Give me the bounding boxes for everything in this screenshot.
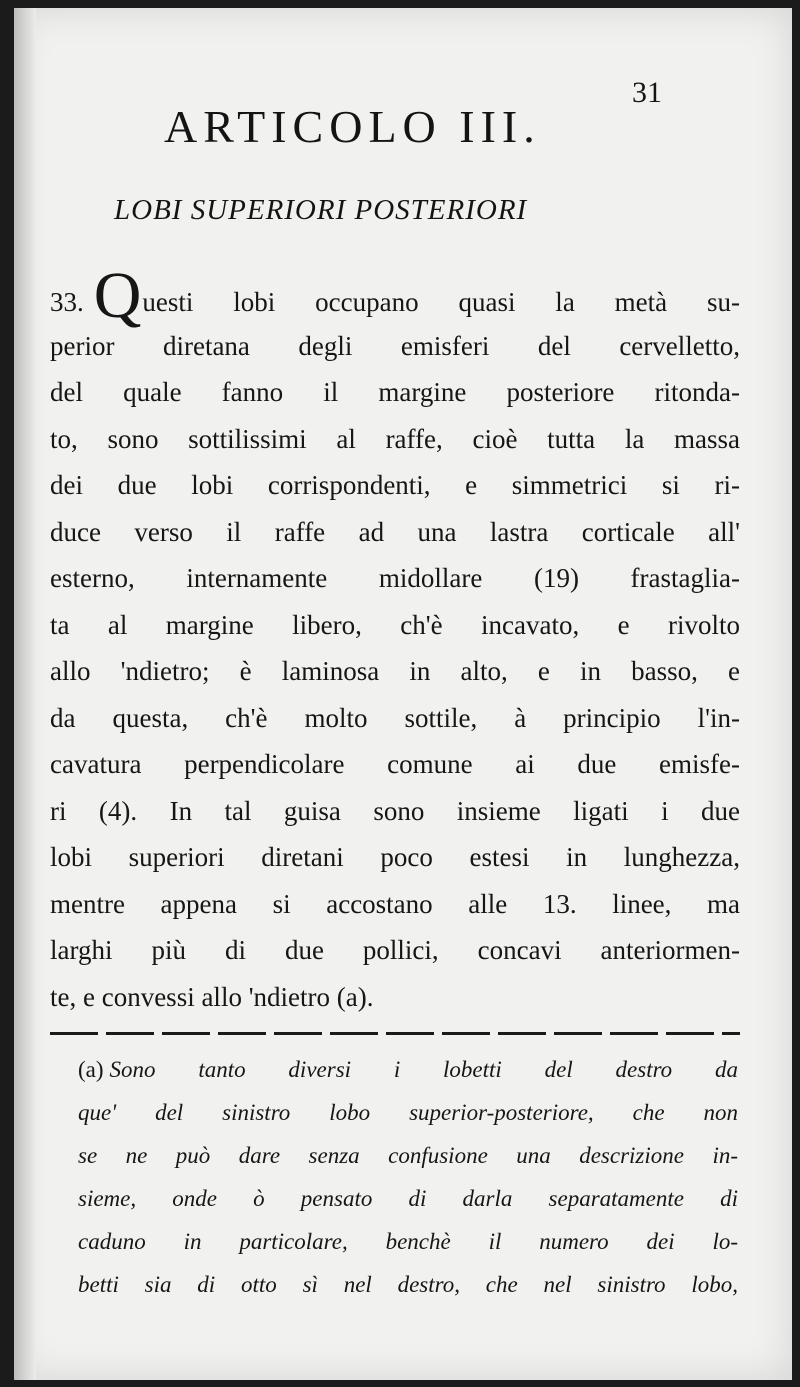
chapter-title: ARTICOLO III.: [164, 101, 541, 152]
text-line: da questa, ch'è molto sottile, à principio l'in-: [50, 702, 740, 733]
footnote-line: [78, 1048, 738, 1091]
paragraph-number: 33.: [50, 287, 84, 317]
text-line: to, sono sottilissimi al raffe, cioè tutta la massa: [50, 423, 740, 454]
text-line: mentre appena si accostano alle 13. linee, ma: [50, 888, 740, 919]
page-binding-edge: [14, 8, 36, 1380]
footnote-line: que' del sinistro lobo superior-posteriore, che non: [78, 1100, 738, 1125]
footnote: [78, 1048, 738, 1306]
text-line: dei due lobi corrispondenti, e simmetrici si ri-: [50, 470, 740, 500]
footnote-line: sieme, onde ò pensato di darla separatamente di: [78, 1186, 738, 1211]
footnote-line: caduno in particolare, benchè il numero dei lo-: [78, 1229, 738, 1254]
page-number: 31: [632, 76, 662, 109]
text-line: del quale fanno il margine posteriore ritonda-: [50, 377, 740, 407]
text-line: allo 'ndietro; è laminosa in alto, e in basso, e: [50, 656, 740, 686]
text-line: ri (4). In tal guisa sono insieme ligati i due: [50, 795, 740, 826]
text-line: cavatura perpendicolare comune ai due emisfe-: [50, 749, 740, 779]
drop-cap: Q: [93, 259, 142, 332]
section-title: LOBI SUPERIORI POSTERIORI: [114, 194, 528, 226]
text-line: [50, 259, 740, 332]
body-paragraph: [50, 259, 740, 1020]
text-line: lobi superiori diretani poco estesi in lunghezza,: [50, 842, 740, 872]
text-line: perior diretana degli emisferi del cervelletto,: [50, 330, 740, 361]
book-page: [14, 8, 792, 1380]
footnote-marker: (a): [78, 1057, 104, 1082]
footnote-line: se ne può dare senza confusione una descrizione in-: [78, 1143, 738, 1168]
text-line-content: uesti lobi occupano quasi la metà su-: [142, 287, 740, 317]
text-line: duce verso il raffe ad una lastra corticale all': [50, 516, 740, 547]
text-line: esterno, internamente midollare (19) frastaglia-: [50, 563, 740, 593]
text-line: te, e convessi allo 'ndietro (a).: [50, 981, 374, 1012]
footnote-line-content: Sono tanto diversi i lobetti del destro da: [109, 1057, 738, 1082]
footnote-line: betti sia di otto sì nel destro, che nel sinistro lobo,: [78, 1272, 738, 1297]
text-line: larghi più di due pollici, concavi anteriormen-: [50, 935, 740, 965]
footnote-separator: [50, 1032, 740, 1035]
text-line: ta al margine libero, ch'è incavato, e rivolto: [50, 609, 740, 640]
